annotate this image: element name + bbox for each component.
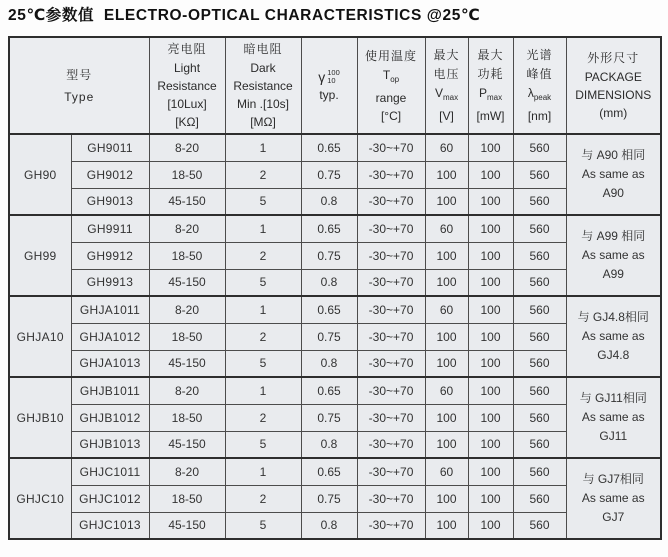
- light-cell: 8-20: [149, 377, 225, 404]
- light-cell: 8-20: [149, 134, 225, 161]
- temp-range-label: range: [375, 90, 407, 105]
- vmax-sub: max: [442, 93, 459, 102]
- temp-unit: [°C]: [380, 108, 402, 123]
- table-row: [9, 485, 661, 512]
- pmax-cell: 100: [468, 377, 513, 404]
- page-title: 25℃参数值 ELECTRO-OPTICAL CHARACTERISTICS @25℃: [8, 7, 481, 24]
- package-line: A90: [602, 186, 624, 200]
- header-row: [9, 37, 661, 134]
- vmax-letter: V: [434, 86, 443, 100]
- lambda-cell: 560: [513, 458, 566, 485]
- package-line: GJ11: [599, 429, 628, 443]
- light-cell: 8-20: [149, 296, 225, 323]
- package-line: As same as: [581, 248, 645, 262]
- table-row: [9, 458, 661, 485]
- group-name-cell: GHJB10: [9, 377, 71, 458]
- gamma-cell: 0.65: [301, 215, 357, 242]
- col-header-max-voltage: [425, 37, 468, 134]
- package-header-unit: (mm): [599, 106, 628, 120]
- gamma-cell: 0.65: [301, 296, 357, 323]
- lambda-cell: 560: [513, 512, 566, 539]
- dark-header-en2: Resistance: [233, 79, 293, 93]
- temp-cell: -30~+70: [357, 404, 425, 431]
- model-cell: GH9012: [71, 161, 149, 188]
- vmax-header-zh2: 电压: [433, 67, 460, 81]
- table-row: [9, 134, 661, 161]
- vmax-cell: 100: [425, 431, 468, 458]
- vmax-header-zh1: 最大: [433, 48, 460, 62]
- group-name-cell: GH90: [9, 134, 71, 215]
- package-cell: [566, 134, 661, 215]
- package-line: 与 GJ4.8相同: [577, 310, 649, 324]
- gamma-cell: 0.75: [301, 161, 357, 188]
- light-header-zh: 亮电阻: [167, 42, 207, 56]
- temp-letter: T: [382, 67, 391, 82]
- pmax-header-zh1: 最大: [477, 48, 504, 62]
- pmax-cell: 100: [468, 134, 513, 161]
- gamma-cell: 0.8: [301, 431, 357, 458]
- dark-cell: 2: [225, 242, 301, 269]
- temp-header-zh: 使用温度: [365, 48, 418, 63]
- table-row: [9, 242, 661, 269]
- dark-cell: 2: [225, 404, 301, 431]
- model-cell: GHJC1011: [71, 458, 149, 485]
- dark-cell: 2: [225, 323, 301, 350]
- lambda-cell: 560: [513, 431, 566, 458]
- model-cell: GHJC1013: [71, 512, 149, 539]
- vmax-cell: 100: [425, 242, 468, 269]
- model-cell: GHJA1013: [71, 350, 149, 377]
- group-name-cell: GH99: [9, 215, 71, 296]
- package-line: As same as: [581, 329, 645, 343]
- dark-cell: 5: [225, 188, 301, 215]
- package-cell: [566, 377, 661, 458]
- col-header-gamma: [301, 37, 357, 134]
- gamma-cell: 0.8: [301, 350, 357, 377]
- pmax-cell: 100: [468, 323, 513, 350]
- dark-cell: 2: [225, 485, 301, 512]
- package-line: 与 GJ11相同: [579, 391, 647, 405]
- package-line: GJ7: [602, 510, 625, 524]
- gamma-cell: 0.65: [301, 458, 357, 485]
- vmax-cell: 100: [425, 323, 468, 350]
- col-header-type: [9, 37, 149, 134]
- table-row: [9, 431, 661, 458]
- vmax-symbol: [428, 84, 466, 107]
- gamma-cell: 0.75: [301, 323, 357, 350]
- dark-header-unit: [MΩ]: [250, 115, 276, 129]
- package-header-en1: PACKAGE: [584, 70, 642, 84]
- light-cell: 45-150: [149, 431, 225, 458]
- model-cell: GHJB1013: [71, 431, 149, 458]
- model-cell: GH9913: [71, 269, 149, 296]
- dark-header-en1: Dark: [250, 61, 276, 75]
- package-header-zh: 外形尺寸: [587, 51, 640, 65]
- table-row: [9, 188, 661, 215]
- light-cell: 18-50: [149, 161, 225, 188]
- group-name-cell: GHJA10: [9, 296, 71, 377]
- pmax-cell: 100: [468, 431, 513, 458]
- gamma-cell: 0.65: [301, 377, 357, 404]
- pmax-cell: 100: [468, 242, 513, 269]
- pmax-unit: [mW]: [476, 109, 505, 123]
- vmax-cell: 100: [425, 269, 468, 296]
- lambda-cell: 560: [513, 215, 566, 242]
- pmax-cell: 100: [468, 485, 513, 512]
- pmax-letter: P: [478, 86, 487, 100]
- pmax-cell: 100: [468, 458, 513, 485]
- pmax-cell: 100: [468, 404, 513, 431]
- package-line: As same as: [581, 410, 645, 424]
- col-header-spectral-peak: [513, 37, 566, 134]
- light-header-cond: [10Lux]: [167, 97, 207, 111]
- light-cell: 18-50: [149, 242, 225, 269]
- dark-cell: 1: [225, 377, 301, 404]
- gamma-cell: 0.75: [301, 404, 357, 431]
- lambda-sub: peak: [533, 93, 552, 102]
- col-header-dark-resistance: [225, 37, 301, 134]
- pmax-cell: 100: [468, 215, 513, 242]
- package-line: A99: [602, 267, 624, 281]
- group-name-cell: GHJC10: [9, 458, 71, 539]
- lambda-cell: 560: [513, 350, 566, 377]
- table-body: [9, 134, 661, 539]
- type-header-zh: 型号: [66, 67, 93, 82]
- col-header-max-power: [468, 37, 513, 134]
- temp-cell: -30~+70: [357, 161, 425, 188]
- gamma-cell: 0.8: [301, 512, 357, 539]
- light-cell: 8-20: [149, 458, 225, 485]
- gamma-letter: γ: [318, 68, 326, 85]
- model-cell: GH9911: [71, 215, 149, 242]
- vmax-cell: 60: [425, 458, 468, 485]
- temp-cell: -30~+70: [357, 458, 425, 485]
- vmax-cell: 100: [425, 188, 468, 215]
- table-row: [9, 296, 661, 323]
- lambda-cell: 560: [513, 188, 566, 215]
- light-cell: 18-50: [149, 404, 225, 431]
- pmax-header-zh2: 功耗: [477, 67, 504, 81]
- package-line: 与 GJ7相同: [582, 472, 644, 486]
- light-cell: 18-50: [149, 323, 225, 350]
- lambda-cell: 560: [513, 269, 566, 296]
- table-row: [9, 161, 661, 188]
- vmax-cell: 100: [425, 350, 468, 377]
- package-line: As same as: [581, 167, 645, 181]
- package-line: As same as: [581, 491, 645, 505]
- lambda-cell: 560: [513, 485, 566, 512]
- table-row: [9, 215, 661, 242]
- dark-cell: 1: [225, 458, 301, 485]
- gamma-cell: 0.65: [301, 134, 357, 161]
- vmax-cell: 100: [425, 161, 468, 188]
- model-cell: GHJB1012: [71, 404, 149, 431]
- light-header-en1: Light: [174, 61, 201, 75]
- lambda-cell: 560: [513, 323, 566, 350]
- dark-cell: 1: [225, 134, 301, 161]
- dark-header-cond: Min .[10s]: [237, 97, 290, 111]
- table-row: [9, 377, 661, 404]
- col-header-package-dimensions: [566, 37, 661, 134]
- gamma-cell: 0.8: [301, 188, 357, 215]
- lambda-cell: 560: [513, 134, 566, 161]
- model-cell: GHJB1011: [71, 377, 149, 404]
- model-cell: GH9013: [71, 188, 149, 215]
- temp-cell: -30~+70: [357, 323, 425, 350]
- vmax-cell: 60: [425, 296, 468, 323]
- temp-cell: -30~+70: [357, 242, 425, 269]
- pmax-sub: max: [486, 93, 503, 102]
- pmax-cell: 100: [468, 269, 513, 296]
- lambda-cell: 560: [513, 296, 566, 323]
- pmax-symbol: [471, 84, 511, 107]
- dark-cell: 1: [225, 296, 301, 323]
- gamma-sup: 100: [327, 67, 340, 77]
- dark-cell: 2: [225, 161, 301, 188]
- package-cell: [566, 296, 661, 377]
- temp-cell: -30~+70: [357, 269, 425, 296]
- electro-optical-characteristics-table: [8, 36, 662, 540]
- model-cell: GHJA1011: [71, 296, 149, 323]
- package-line: 与 A90 相同: [581, 148, 646, 162]
- pmax-cell: 100: [468, 296, 513, 323]
- lambda-cell: 560: [513, 404, 566, 431]
- temp-cell: -30~+70: [357, 485, 425, 512]
- model-cell: GHJC1012: [71, 485, 149, 512]
- pmax-cell: 100: [468, 188, 513, 215]
- table-row: [9, 269, 661, 296]
- table-row: [9, 404, 661, 431]
- pmax-cell: 100: [468, 350, 513, 377]
- table-row: [9, 350, 661, 377]
- light-cell: 18-50: [149, 485, 225, 512]
- dark-header-zh: 暗电阻: [243, 42, 283, 56]
- dark-cell: 5: [225, 350, 301, 377]
- dark-cell: 5: [225, 269, 301, 296]
- vmax-unit: [V]: [439, 109, 454, 123]
- package-line: GJ4.8: [597, 348, 630, 362]
- temp-cell: -30~+70: [357, 350, 425, 377]
- pmax-cell: 100: [468, 161, 513, 188]
- vmax-cell: 60: [425, 377, 468, 404]
- lambda-unit: [nm]: [527, 109, 552, 123]
- vmax-cell: 60: [425, 134, 468, 161]
- lambda-cell: 560: [513, 161, 566, 188]
- light-cell: 45-150: [149, 512, 225, 539]
- model-cell: GH9912: [71, 242, 149, 269]
- package-cell: [566, 215, 661, 296]
- lambda-header-zh1: 光谱: [526, 48, 553, 62]
- gamma-cell: 0.8: [301, 269, 357, 296]
- pmax-cell: 100: [468, 512, 513, 539]
- temp-cell: -30~+70: [357, 431, 425, 458]
- gamma-typ: typ.: [319, 87, 339, 102]
- type-header-en: Type: [64, 89, 95, 104]
- gamma-symbol: [318, 68, 340, 86]
- temp-cell: -30~+70: [357, 134, 425, 161]
- vmax-cell: 100: [425, 512, 468, 539]
- vmax-cell: 100: [425, 485, 468, 512]
- table-row: [9, 512, 661, 539]
- light-cell: 45-150: [149, 188, 225, 215]
- temp-sub: op: [390, 74, 400, 84]
- temp-cell: -30~+70: [357, 215, 425, 242]
- col-header-operating-temp: [357, 37, 425, 134]
- package-header-en2: DIMENSIONS: [575, 88, 652, 102]
- model-cell: GH9011: [71, 134, 149, 161]
- temp-cell: -30~+70: [357, 296, 425, 323]
- model-cell: GHJA1012: [71, 323, 149, 350]
- dark-cell: 5: [225, 512, 301, 539]
- table-row: [9, 323, 661, 350]
- package-line: 与 A99 相同: [581, 229, 646, 243]
- temp-symbol: [360, 66, 423, 89]
- light-cell: 8-20: [149, 215, 225, 242]
- vmax-cell: 60: [425, 215, 468, 242]
- lambda-header-zh2: 峰值: [526, 67, 553, 81]
- light-header-unit: [KΩ]: [175, 115, 199, 129]
- dark-cell: 1: [225, 215, 301, 242]
- light-cell: 45-150: [149, 269, 225, 296]
- package-cell: [566, 458, 661, 539]
- lambda-cell: 560: [513, 377, 566, 404]
- vmax-cell: 100: [425, 404, 468, 431]
- gamma-cell: 0.75: [301, 242, 357, 269]
- gamma-sub: 10: [327, 75, 336, 85]
- temp-cell: -30~+70: [357, 377, 425, 404]
- lambda-cell: 560: [513, 242, 566, 269]
- temp-cell: -30~+70: [357, 188, 425, 215]
- temp-cell: -30~+70: [357, 512, 425, 539]
- lambda-symbol: [516, 84, 564, 107]
- lambda-letter: λ: [527, 86, 534, 100]
- dark-cell: 5: [225, 431, 301, 458]
- light-header-en2: Resistance: [157, 79, 217, 93]
- light-cell: 45-150: [149, 350, 225, 377]
- gamma-cell: 0.75: [301, 485, 357, 512]
- col-header-light-resistance: [149, 37, 225, 134]
